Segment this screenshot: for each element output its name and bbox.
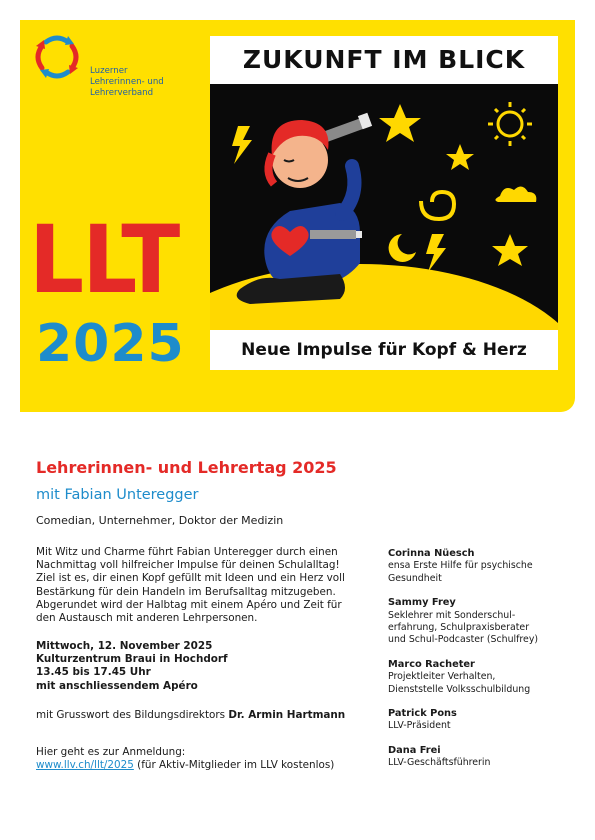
- illustration-image: [210, 84, 558, 330]
- description-line: Mit Witz und Charme führt Fabian Unteregger durch einen: [36, 546, 338, 558]
- event-date: Mittwoch, 12. November 2025: [36, 640, 213, 652]
- description-line: den Austausch mit anderen Lehrpersonen.: [36, 612, 258, 625]
- org-name-line: Lehrerinnen- und: [90, 77, 164, 87]
- description-line: Abgerundet wird der Halbtag mit einem Apéro und Zeit für: [36, 598, 342, 611]
- org-name-line: Lehrerverband: [90, 88, 154, 98]
- contributor-name: Sammy Frey: [388, 597, 456, 609]
- speaker-roles: Comedian, Unternehmer, Doktor der Medizin: [36, 514, 284, 527]
- contributor-role-line: ensa Erste Hilfe für psychische: [388, 560, 533, 572]
- contributor: [388, 708, 588, 733]
- speaker-name: mit Fabian Unteregger: [36, 487, 199, 503]
- illustration-title: ZUKUNFT IM BLICK: [210, 36, 558, 84]
- description-line: Nachmittag voll hilfreicher Impulse für deinen Schulalltag!: [36, 559, 340, 572]
- contributor-role-line: LLV-Geschäftsführerin: [388, 757, 491, 769]
- llt-wordmark: LLT: [29, 206, 179, 315]
- contributor-role-line: und Schul-Podcaster (Schulfrey): [388, 634, 539, 646]
- description-line: Bestärkung für dein Handeln im Berufsalltag mitzugeben.: [36, 585, 336, 598]
- event-description: [36, 546, 376, 625]
- registration-link[interactable]: www.llv.ch/llt/2025: [36, 759, 134, 772]
- contributor: [388, 659, 588, 696]
- illustration-subtitle: Neue Impulse für Kopf & Herz: [210, 330, 558, 370]
- contributor-name: Patrick Pons: [388, 708, 457, 720]
- registration-note: (für Aktiv-Mitglieder im LLV kostenlos): [137, 759, 335, 772]
- contributor-name: Dana Frei: [388, 744, 441, 756]
- contributors-list: [388, 548, 588, 782]
- org-name: [90, 66, 164, 99]
- contributor-role-line: Gesundheit: [388, 572, 442, 584]
- contributor: [388, 597, 588, 647]
- org-name-line: Luzerner: [90, 66, 128, 76]
- illustration-panel: [210, 36, 558, 370]
- contributor-name: Corinna Nüesch: [388, 548, 475, 559]
- contributor-role-line: Dienststelle Volksschulbildung: [388, 683, 531, 695]
- llv-logo: [32, 32, 82, 82]
- contributor-name: Marco Racheter: [388, 658, 475, 670]
- contributor-role-line: erfahrung, Schulpraxisberater: [388, 622, 530, 634]
- event-headline: Lehrerinnen- und Lehrertag 2025: [36, 458, 337, 477]
- event-details: [36, 640, 228, 693]
- registration: [36, 746, 334, 772]
- greeting-prefix: mit Grusswort des Bildungsdirektors: [36, 709, 226, 721]
- contributor-role-line: Projektleiter Verhalten,: [388, 671, 496, 683]
- contributor-role-line: Seklehrer mit Sonderschul-: [388, 609, 516, 621]
- description-line: Ziel ist es, dir einen Kopf gefüllt mit Ideen und ein Herz voll: [36, 572, 345, 585]
- contributor-role-line: LLV-Präsident: [388, 720, 451, 732]
- greeting: [36, 709, 345, 721]
- contributor: [388, 548, 588, 585]
- contributor: [388, 745, 588, 770]
- greeting-name: Dr. Armin Hartmann: [228, 709, 346, 721]
- event-extra: mit anschliessendem Apéro: [36, 679, 198, 692]
- registration-intro: Hier geht es zur Anmeldung:: [36, 746, 186, 758]
- event-time: 13.45 bis 17.45 Uhr: [36, 666, 151, 679]
- year-wordmark: 2025: [36, 314, 185, 374]
- event-venue: Kulturzentrum Braui in Hochdorf: [36, 653, 228, 666]
